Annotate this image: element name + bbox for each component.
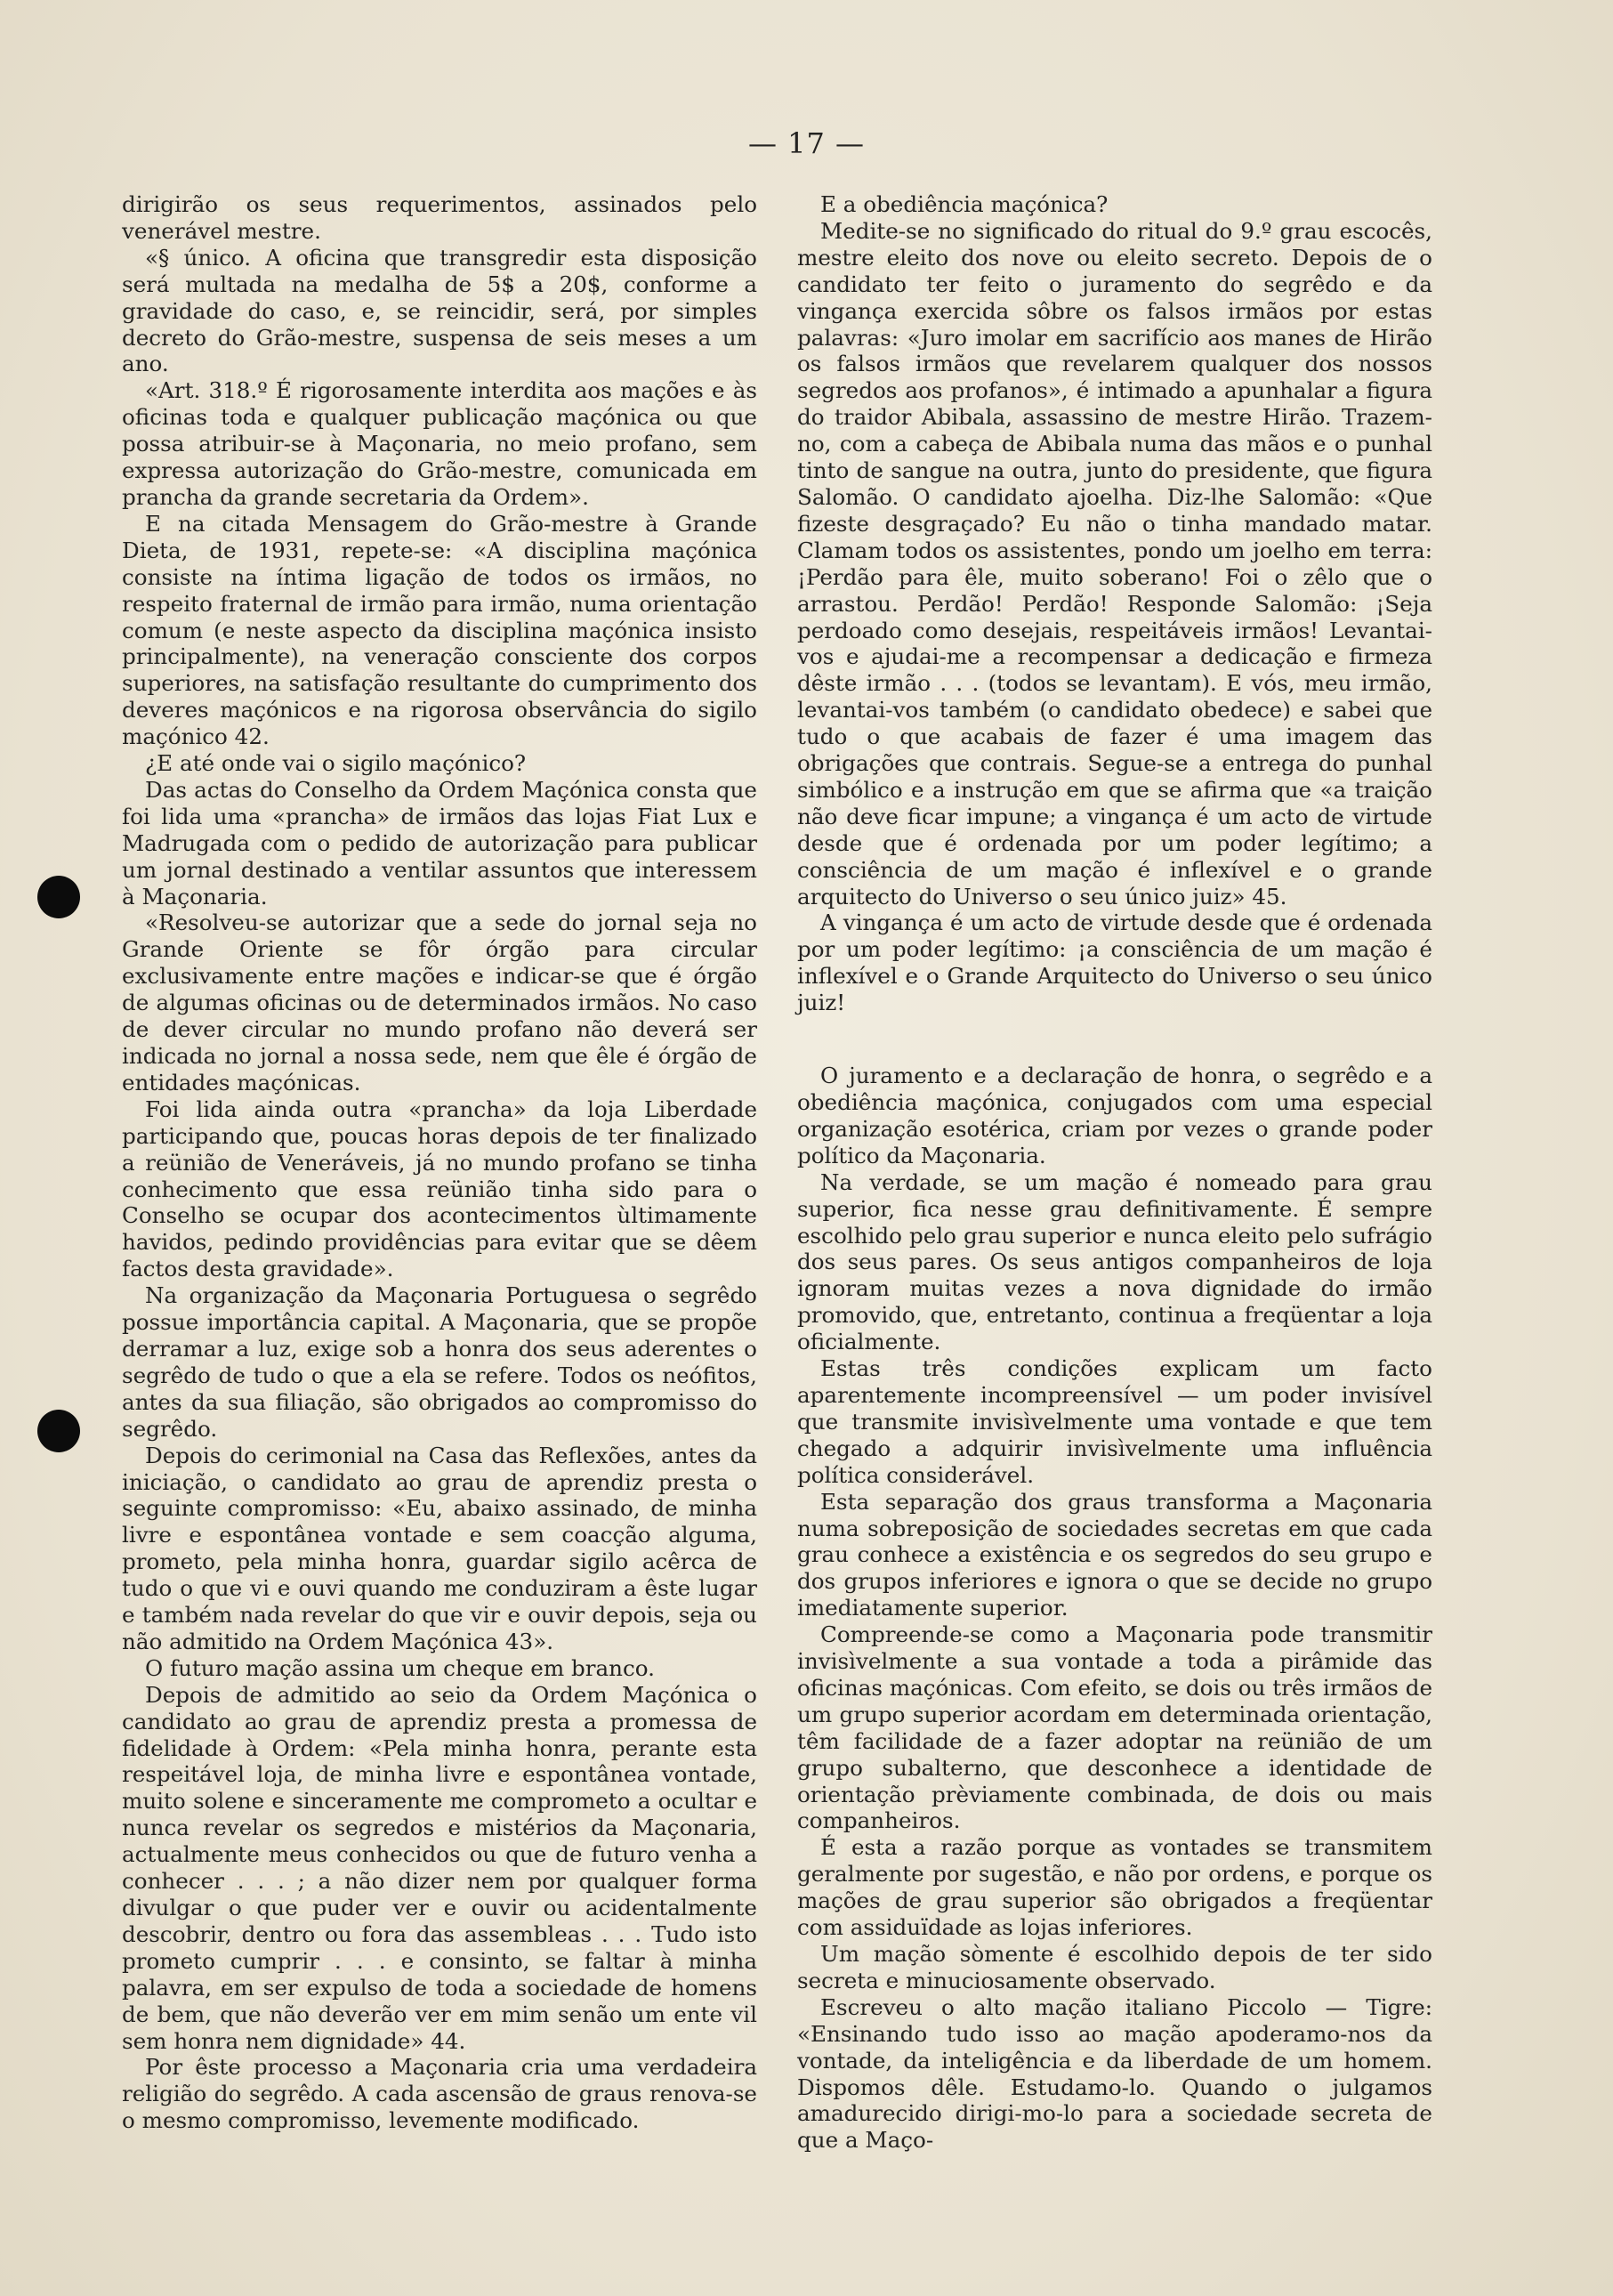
paragraph: Depois do cerimonial na Casa das Reflexões, antes da iniciação, o candidato ao grau de aprendiz presta o seguinte compromisso: «Eu, abaixo assinado, de minha livre e espontânea vontade e sem coacção alguma, prometo, pela minha honra, guardar sigilo acêrca de tudo o que vi e ouvi quando me conduziram a êste lugar e também nada revelar do que vir e ouvir depois, seja ou não admitido na Ordem Maçónica 43». — [122, 1442, 757, 1654]
paragraph: «Art. 318.º É rigorosamente interdita aos mações e às oficinas toda e qualquer publicação maçónica ou que possa atribuir-se à Maçonaria, no meio profano, sem expressa autorização do Grão-mestre, comunicada em prancha da grande secretaria da Ordem». — [122, 377, 757, 510]
left-column — [122, 191, 757, 2134]
paragraph: dirigirão os seus requerimentos, assinados pelo venerável mestre. — [122, 191, 757, 244]
paragraph: Compreende-se como a Maçonaria pode transmitir invisìvelmente a sua vontade a toda a pirâmide das oficinas maçónicas. Com efeito, se dois ou três irmãos de um grupo superior acordam em determinada orientação, têm facilidade de a fazer adoptar na reünião de um grupo subalterno, que desconhece a identidade de orientação prèviamente combinada, de dois ou mais companheiros. — [797, 1621, 1433, 1834]
paragraph: É esta a razão porque as vontades se transmitem geralmente por sugestão, e não por ordens, e porque os mações de grau superior são obrigados a freqüentar com assiduïdade as lojas inferiores. — [797, 1834, 1432, 1941]
paragraph: Por êste processo a Maçonaria cria uma verdadeira religião do segrêdo. A cada ascensão de graus renova-se o mesmo compromisso, levemente modificado. — [122, 2054, 757, 2134]
paragraph: Foi lida ainda outra «prancha» da loja Liberdade participando que, poucas horas depois de ter finalizado a reünião de Veneráveis, já no mundo profano se tinha conhecimento que essa reünião tinha sido para o Conselho se ocupar dos acontecimentos ùltimamente havidos, pedindo providências para evitar que se dêem factos desta gravidade». — [122, 1095, 757, 1282]
paragraph: A vingança é um acto de virtude desde que é ordenada por um poder legítimo: ¡a consciência de um mação é inflexível e o Grande Arquitecto do Universo o seu único juiz! — [797, 910, 1432, 1016]
paragraph: Na verdade, se um mação é nomeado para grau superior, fica nesse grau definitivamente. É sempre escolhido pelo grau superior e nunca eleito pelo sufrágio dos seus pares. Os seus antigos companheiros de loja ignoram muitas vezes a nova dignidade do irmão promovido, que, entretanto, continua a freqüentar a loja oficialmente. — [797, 1168, 1432, 1355]
paragraph: Na organização da Maçonaria Portuguesa o segrêdo possue importância capital. A Maçonaria, que se propõe derramar a luz, exige sob a honra dos seus aderentes o segrêdo de tudo o que a ela se refere. Todos os neófitos, antes da sua filiação, são obrigados ao compromisso do segrêdo. — [122, 1282, 757, 1442]
paragraph: Medite-se no significado do ritual do 9.º grau escocês, mestre eleito dos nove ou eleito secreto. Depois de o candidato ter feito o juramento do segrêdo e da vingança exercida sôbre os falsos irmãos por estas palavras: «Juro imolar em sacrifício aos manes de Hirão os falsos irmãos que revelarem qualquer dos nossos segredos aos profanos», é intimado a apunhalar a figura do traidor Abibala, assassino de mestre Hirão. Trazem-no, com a cabeça de Abibala numa das mãos e o punhal tinto de sangue na outra, junto do presidente, que figura Salomão. O candidato ajoelha. Diz-lhe Salomão: «Que fizeste desgraçado? Eu não o tinha mandado matar. Clamam todos os assistentes, pondo um joelho em terra: ¡Perdão para êle, muito soberano! Foi o zêlo que o arrastou. Perdão! Perdão! Responde Salomão: ¡Seja perdoado como desejais, respeitáveis irmãos! Levantai-vos e ajudai-me a recompensar a dedicação e firmeza dêste irmão . . . (todos se levantam). E vós, meu irmão, levantai-vos também (o candidato obedece) e sabei que tudo o que acabais de fazer é uma imagem das obrigações que contrais. Segue-se a entrega do punhal simbólico e a instrução em que se afirma que «a traição não deve ficar impune; a vingança é um acto de virtude desde que é ordenada por um poder legítimo; a consciência de um mação é inflexível e o grande arquitecto do Universo o seu único juiz» 45. — [797, 217, 1432, 910]
right-column — [797, 191, 1432, 2154]
paragraph: Estas três condições explicam um facto aparentemente incompreensível — um poder invisível que transmite invisìvelmente uma vontade e que tem chegado a adquirir invisìvelmente uma influência política considerável. — [797, 1355, 1432, 1488]
paragraph: «Resolveu-se autorizar que a sede do jornal seja no Grande Oriente se fôr órgão para circular exclusivamente entre mações e indicar-se que é órgão de algumas oficinas ou de determinados irmãos. No caso de dever circular no mundo profano não deverá ser indicada no jornal a nossa sede, nem que êle é órgão de entidades maçónicas. — [122, 910, 757, 1095]
punch-hole — [37, 1410, 80, 1452]
paragraph: «§ único. A oficina que transgredir esta disposição será multada na medalha de 5$ a 20$, conforme a gravidade do caso, e, se reincidir, será, por simples decreto do Grão-mestre, suspensa de seis meses a um ano. — [122, 244, 757, 377]
paragraph: Escreveu o alto mação italiano Piccolo — Tigre: «Ensinando tudo isso ao mação apoderamo-nos da vontade, da inteligência e da liberdade de um homem. Dispomos dêle. Estudamo-lo. Quando o julgamos amadurecido dirigi-mo-lo para a sociedade secreta de que a Maço- — [797, 1993, 1432, 2154]
paragraph: Um mação sòmente é escolhido depois de ter sido secreta e minuciosamente observado. — [797, 1941, 1432, 1993]
page-number: — 17 — — [747, 126, 866, 160]
paragraph: O juramento e a declaração de honra, o segrêdo e a obediência maçónica, conjugados com uma especial organização esotérica, criam por vezes o grande poder político da Maçonaria. — [797, 1063, 1432, 1168]
paragraph: Esta separação dos graus transforma a Maçonaria numa sobreposição de sociedades secretas em que cada grau conhece a existência e os segredos do seu grupo e dos grupos inferiores e ignora o que se decide no grupo imediatamente superior. — [797, 1488, 1432, 1621]
paragraph: Depois de admitido ao seio da Ordem Maçónica o candidato ao grau de aprendiz presta a promessa de fidelidade à Ordem: «Pela minha honra, perante esta respeitável loja, de minha livre e espontânea vontade, muito solene e sinceramente me comprometo a ocultar e nunca revelar os segredos e mistérios da Maçonaria, actualmente meus conhecidos ou que de futuro venha a conhecer . . . ; a não dizer nem por qualquer forma divulgar o que puder ver e ouvir ou acidentalmente descobrir, dentro ou fora das assembleas . . . Tudo isto prometo cumprir . . . e consinto, se faltar à minha palavra, em ser expulso de toda a sociedade de homens de bem, que não deverão ver em mim senão um ente vil sem honra nem dignidade» 44. — [122, 1681, 757, 2054]
paragraph: Das actas do Conselho da Ordem Maçónica consta que foi lida uma «prancha» de irmãos das lojas Fiat Lux e Madrugada com o pedido de autorização para publicar um jornal destinado a ventilar assuntos que interessem à Maçonaria. — [122, 776, 757, 910]
punch-hole — [37, 876, 80, 918]
paragraph: O futuro mação assina um cheque em branco. — [145, 1654, 655, 1681]
paragraph: E a obediência maçónica? — [820, 191, 1109, 217]
paragraph: E na citada Mensagem do Grão-mestre à Grande Dieta, de 1931, repete-se: «A disciplina maçónica consiste na íntima ligação de todos os irmãos, no respeito fraternal de irmão para irmão, numa orientação comum (e neste aspecto da disciplina maçónica insisto principalmente), na veneração consciente dos corpos superiores, na satisfação resultante do cumprimento dos deveres maçónicos e na rigorosa observância do sigilo maçónico 42. — [122, 510, 757, 750]
paragraph: ¿E até onde vai o sigilo maçónico? — [145, 750, 527, 777]
